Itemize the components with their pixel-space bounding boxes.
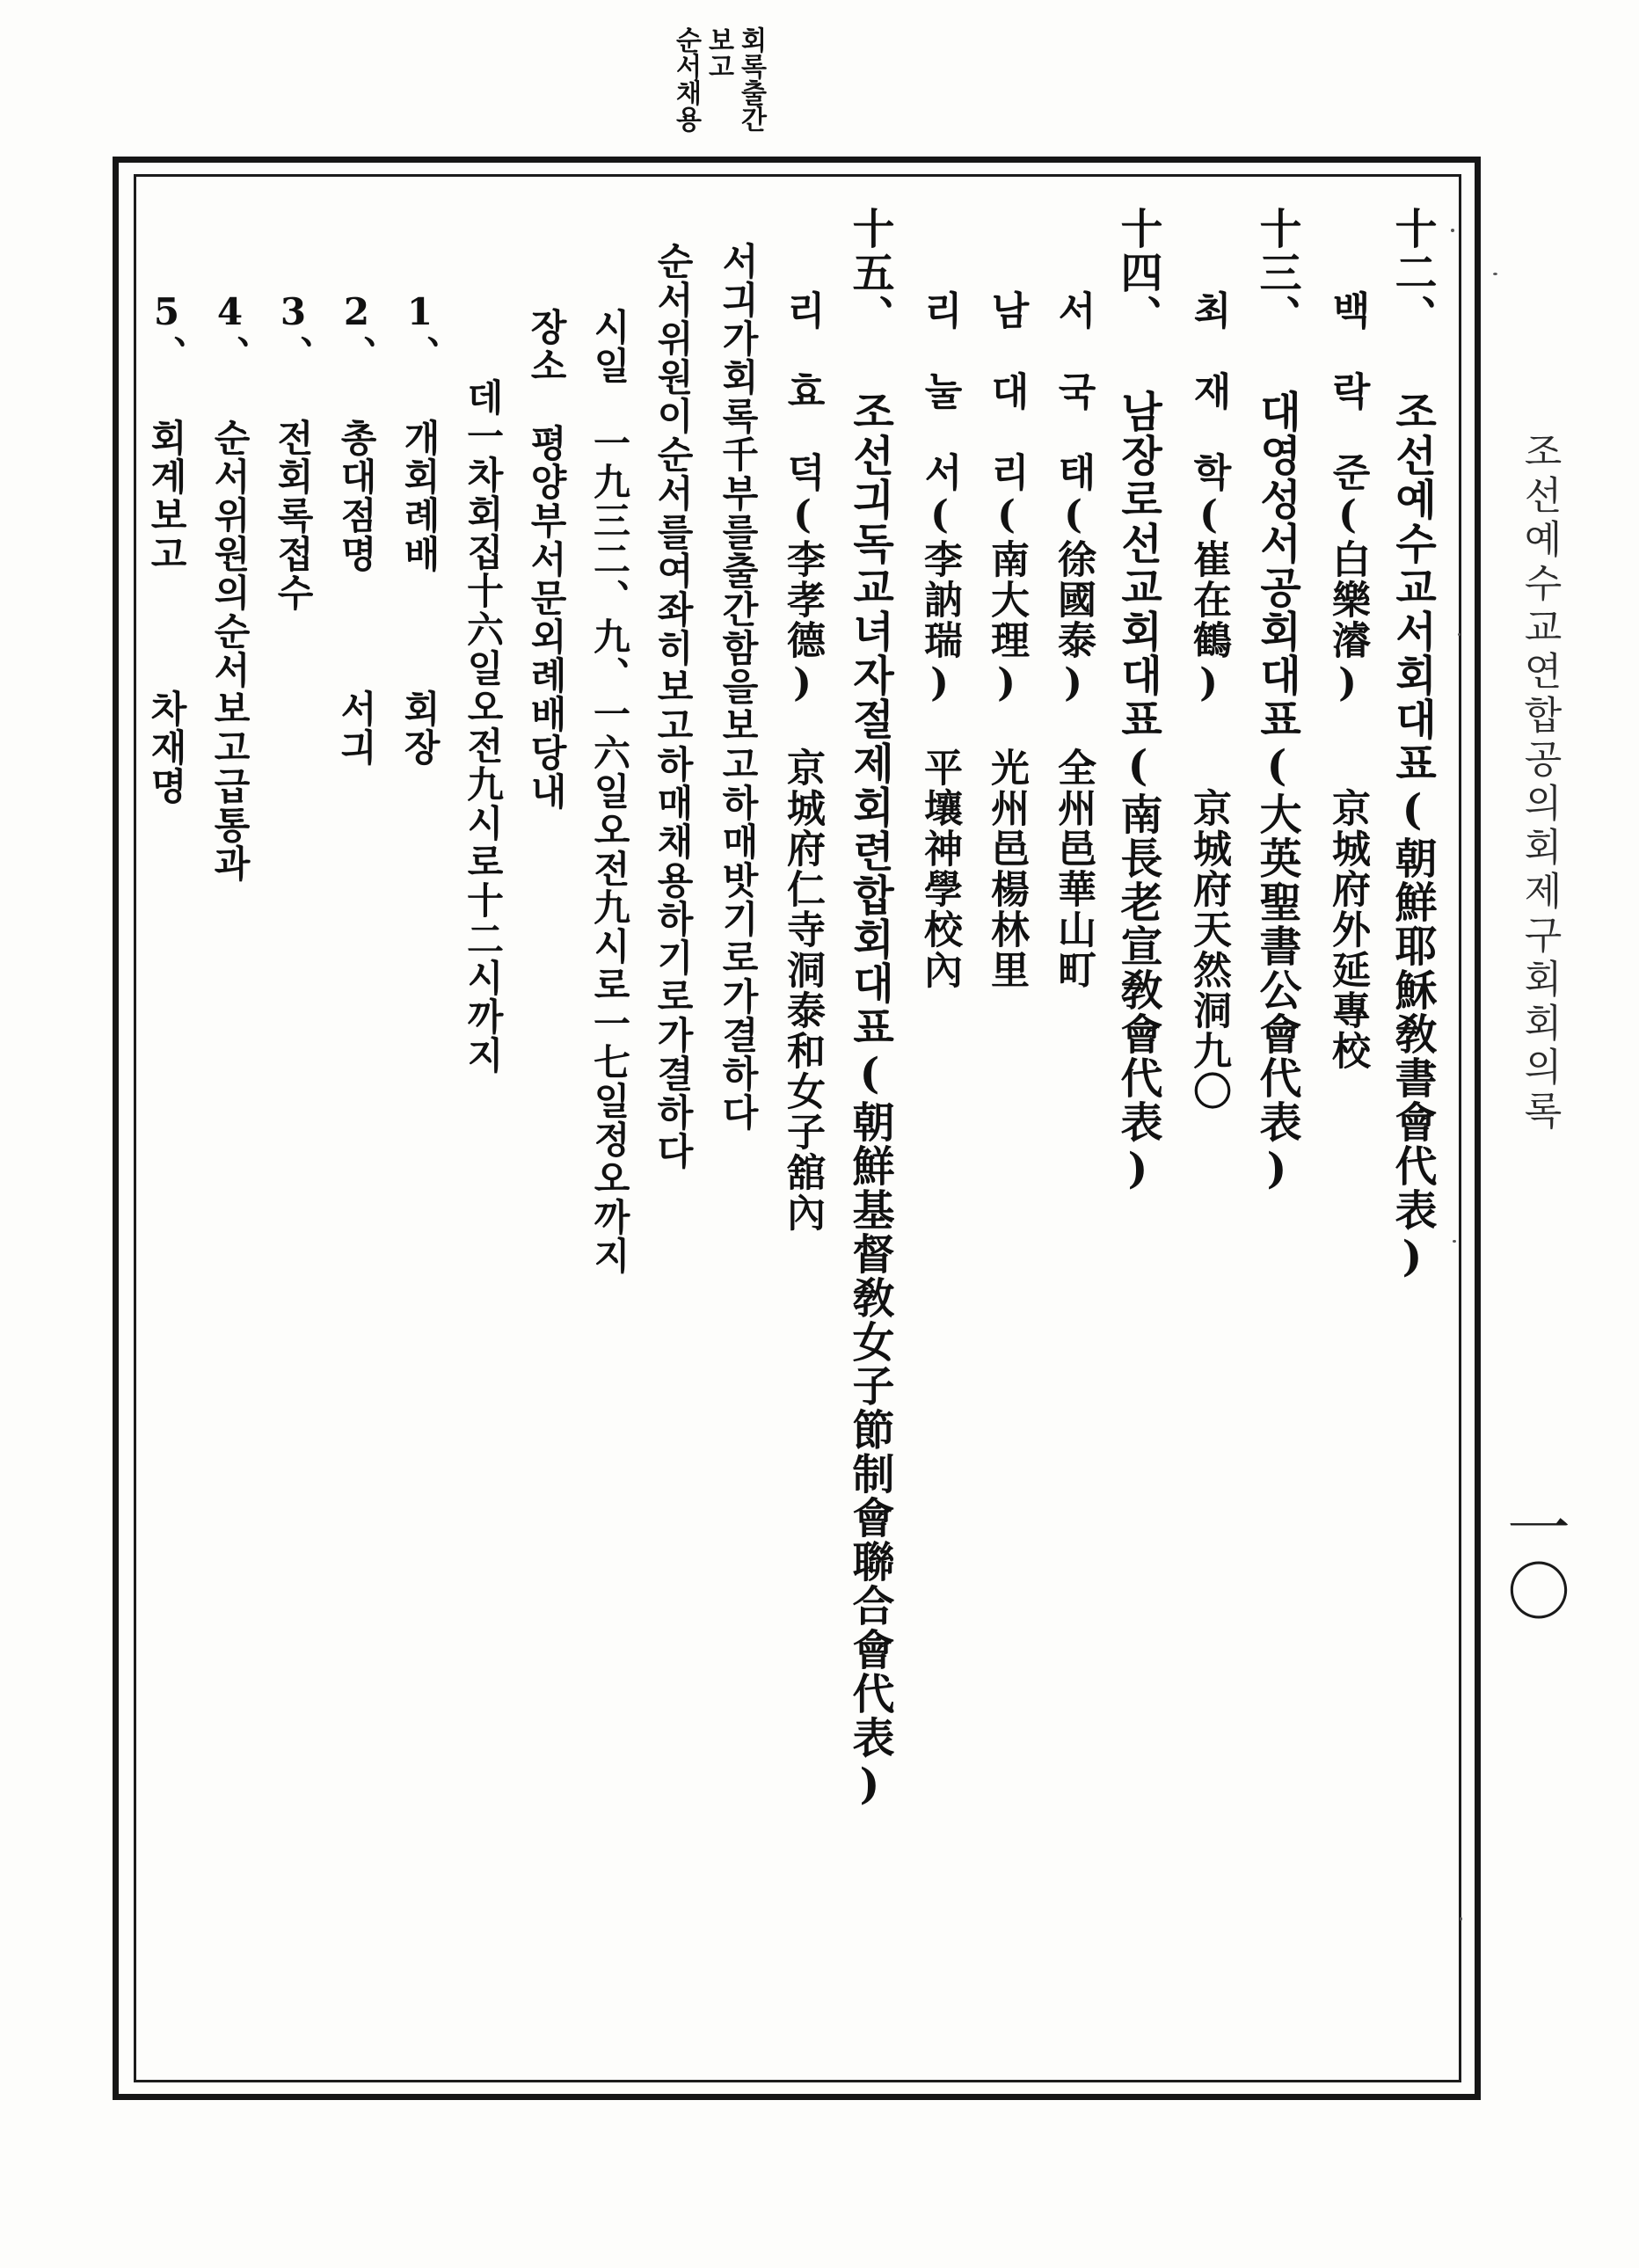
- agenda-item-5: 5、 회계보고 차재명: [145, 290, 188, 806]
- col-13-member: 최 재 학(崔在鶴) 京城府天然洞九〇: [1186, 290, 1231, 1112]
- running-header: 조선예수교연합공의회제구회회의록: [1517, 431, 1562, 1134]
- print-speck: [1458, 633, 1461, 636]
- margin-note-col-1: 회록출간: [735, 26, 767, 132]
- print-speck: [1453, 1240, 1456, 1243]
- col-14-southern-presbyterian: 十四、 남장로선교회대표(南長老宣敎會代表): [1113, 207, 1162, 1195]
- col-minutes-publication-report: 서긔가회록千부를출간함을보고하매밧기로가결하다: [717, 242, 760, 1132]
- print-speck: [1451, 229, 1454, 232]
- col-program-committee-report: 순서위원이순서를여좌히보고하매채용하기로가결하다: [652, 242, 695, 1170]
- col-12-seoul-book-society: 十二、 조선예수교서회대표(朝鮮耶穌敎書會代表): [1388, 207, 1437, 1283]
- col-13-bible-society: 十三、 대영성서공회대표(大英聖書公會代表): [1252, 207, 1301, 1195]
- col-15-member: 리 효 덕(李孝德) 京城府仁寺洞泰和女子舘內: [780, 290, 825, 1233]
- col-meeting-date: 시일 一九三二、九、一六일오전九시로一七일정오까지: [588, 308, 631, 1275]
- col-14-member-3: 리 눌 서(李訥瑞) 平壤神學校內: [917, 290, 962, 990]
- agenda-item-2: 2、 총대점명 서긔: [335, 290, 378, 767]
- margin-note-col-3: 순서채용: [670, 26, 702, 132]
- col-14-member-1: 서 국 태(徐國泰) 全州邑華山町: [1051, 290, 1096, 990]
- margin-note-col-2: 보고: [703, 26, 734, 79]
- page-number: 一〇: [1497, 1495, 1570, 1622]
- agenda-item-3: 3、 전회록접수: [272, 290, 315, 612]
- agenda-item-4: 4、 순서위원의순서보고급통과: [208, 290, 251, 883]
- col-first-session: 데一차회집十六일오전九시로十二시까지: [462, 378, 505, 1075]
- print-speck: [1460, 1917, 1462, 1921]
- col-meeting-place: 장소 평양부서문외례배당내: [525, 308, 568, 811]
- col-15-wctu: 十五、 조선긔독교녀자절제회련합회대표(朝鮮基督敎女子節制會聯合會代表): [845, 207, 894, 1811]
- col-12-member: 백 락 준(白樂濬) 京城府外延專校: [1325, 290, 1370, 1071]
- col-14-member-2: 남 대 리(南大理) 光州邑楊林里: [984, 290, 1029, 990]
- print-speck: [1493, 273, 1497, 275]
- agenda-item-1: 1、 개회례배 회장: [398, 290, 441, 767]
